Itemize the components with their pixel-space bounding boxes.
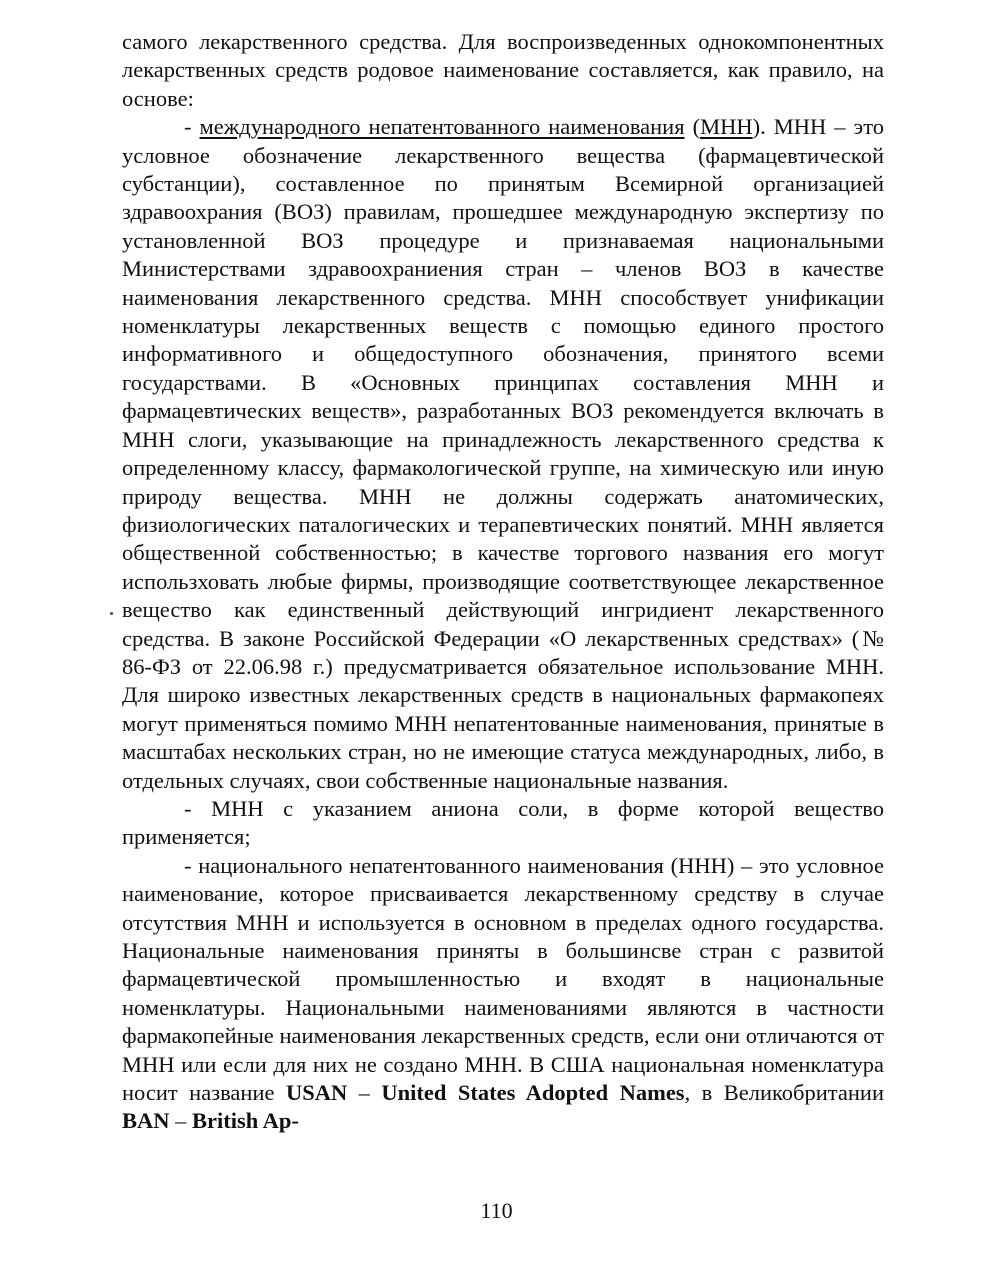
item-inn-paragraph — [122, 113, 884, 795]
item-national-text: - национального непатентованного наименования (ННН) – это условное наименование, которое присваивается лекарственному средству в случае отсутствия МНН и используется в основном в пределах одного государства. Национальные наименования приняты в большинсве стран с развитой фармацевтической промышленностью и входят в национальные номенклатуры. Национальными наименованиями являются в частности фармакопейные наименования лекарственных средств, если они отличаются от МНН или если для них не создано МНН. В США национальная номенклатура носит название — [122, 852, 884, 1106]
item-inn-between: ( — [684, 114, 701, 140]
intro-paragraph: самого лекарственного средства. Для воспроизведенных однокомпонентных лекарственных средств родовое наименование составляется, как правило, на основе: — [122, 29, 884, 111]
usan-dash: – — [347, 1080, 382, 1106]
item-inn-body: МНН – это условное обозначение лекарственного вещества (фармацевтической субстанции), составленное по принятым Всемирной организацией здравоохрания (ВОЗ) правилам, прошедшее международную экспертизу по установленной ВОЗ процедуре и признаваемая национальными Министерствами здравоохраниения стран – членов ВОЗ в качестве наименования лекарственного средства. МНН способствует унификации номенклатуры лекарственных веществ с помощью единого простого информативного и общедоступного обозначения, принятого всеми государствами. В «Основных принципах составления МНН и фармацевтических веществ», разработанных ВОЗ рекомендуется включать в МНН слоги, указывающие на принадлежность лекарственного средства к определенному классу, фармакологической группе, на химическую или иную природу вещества. МНН не должны содержать анатомических, физиологических паталогических и терапевтических понятий. МНН является общественной собственностью; в качестве торгового названия его могут использховать любые фирмы, производящие соответствующее лекарственное вещество как единственный действующий ингридиент лекарственного средства. В законе Российской Федерации «О лекарственных средствах» (№ 86-ФЗ от 22.06.98 г.) предусматривается обязательное использование МНН. Для широко известных лекарственных средств в национальных фармакопеях могут применяться помимо МНН непатентованные наименования, принятые в масштабах нескольких стран, но не имеющие статуса международных, либо, в отдельных случаях, свои собственные национальные названия. — [122, 114, 884, 793]
scan-speck — [110, 612, 113, 615]
body-text — [122, 28, 884, 1136]
item-inn-prefix: - — [184, 114, 200, 140]
ban-abbr: BAN — [122, 1108, 170, 1134]
item-national-mid: , в Великобритании — [684, 1080, 884, 1106]
item-inn-close: ). — [752, 114, 766, 140]
ban-full: British Ap- — [192, 1108, 299, 1134]
item-inn-abbr: МНН — [700, 114, 753, 140]
item-salt-paragraph: - МНН с указанием аниона соли, в форме которой вещество применяется; — [122, 795, 884, 850]
page-number: 110 — [480, 1198, 513, 1223]
usan-abbr: USAN — [285, 1080, 348, 1106]
item-inn-term: международного непатентованного наименования — [199, 114, 685, 140]
ban-dash: – — [169, 1108, 193, 1134]
item-national-paragraph — [122, 852, 884, 1136]
usan-full: United States Adopted Names — [381, 1080, 685, 1106]
